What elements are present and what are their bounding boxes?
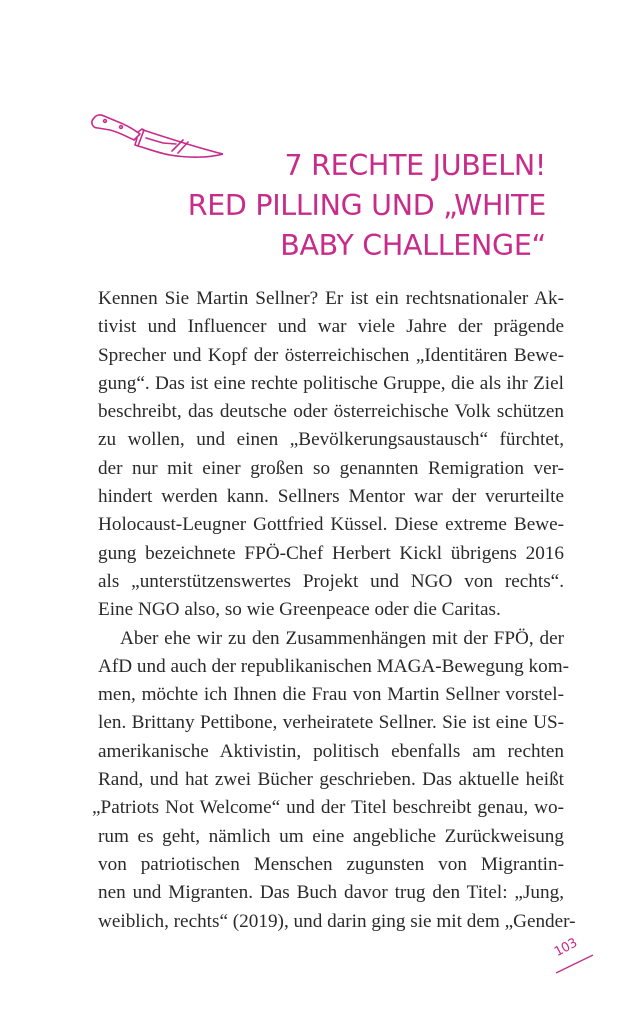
body-text [92, 285, 576, 936]
body-line: weiblich, rechts“ (2019), und darin ging sie mit dem „Gender- [98, 910, 576, 932]
body-line: AfD und auch der republikanischen MAGA-Bewegung kom- [98, 655, 570, 677]
body-line: tivist und Influencer und war viele Jahre der prägende [98, 316, 564, 338]
chapter-title-line-3: BABY CHALLENGE“ [280, 229, 546, 262]
body-line: gung“. Das ist eine rechte politische Gruppe, die als ihr Ziel [98, 372, 564, 394]
body-line: von patriotischen Menschen zugunsten von Migrantin- [98, 853, 564, 875]
body-line: Eine NGO also, so wie Greenpeace oder die Caritas. [98, 599, 501, 621]
body-line: hindert werden kann. Sellners Mentor war der verurteilte [98, 486, 564, 508]
body-line: der nur mit einer großen so genannten Remigration ver- [98, 457, 564, 479]
body-line: gung bezeichnete FPÖ-Chef Herbert Kickl übrigens 2016 [98, 542, 564, 564]
body-line: zu wollen, und einen „Bevölkerungsaustausch“ fürchtet, [98, 429, 564, 451]
body-line: beschreibt, das deutsche oder österreichische Volk schützen [98, 401, 564, 423]
body-line: men, möchte ich Ihnen die Frau von Martin Sellner vorstel- [98, 684, 564, 706]
page-number-label: 103 [551, 935, 580, 960]
body-line: „Patriots Not Welcome“ und der Titel beschreibt genau, wo- [92, 797, 564, 819]
body-line: nen und Migranten. Das Buch davor trug den Titel: „Jung, [98, 882, 564, 904]
body-line: als „unterstützenswertes Projekt und NGO von rechts“. [98, 570, 564, 592]
chapter-title-line-2: RED PILLING UND „WHITE [187, 189, 546, 222]
body-line: Sprecher und Kopf der österreichischen „Identitären Bewe- [98, 344, 564, 366]
body-line: Rand, und hat zwei Bücher geschrieben. Das aktuelle heißt [98, 769, 564, 791]
body-line: len. Brittany Pettibone, verheiratete Sellner. Sie ist eine US- [98, 712, 564, 734]
chapter-title [188, 146, 546, 266]
chapter-title-line-1: 7 RECHTE JUBELN! [284, 149, 546, 182]
body-line: rum es geht, nämlich um eine angebliche Zurückweisung [98, 825, 564, 847]
body-line: amerikanische Aktivistin, politisch ebenfalls am rechten [98, 740, 564, 762]
body-line: Aber ehe wir zu den Zusammenhängen mit der FPÖ, der [120, 627, 564, 649]
body-line: Holocaust-Leugner Gottfried Küssel. Diese extreme Bewe- [98, 514, 564, 536]
body-line: Kennen Sie Martin Sellner? Er ist ein rechtsnationaler Ak- [98, 288, 564, 309]
page-number [551, 935, 603, 980]
